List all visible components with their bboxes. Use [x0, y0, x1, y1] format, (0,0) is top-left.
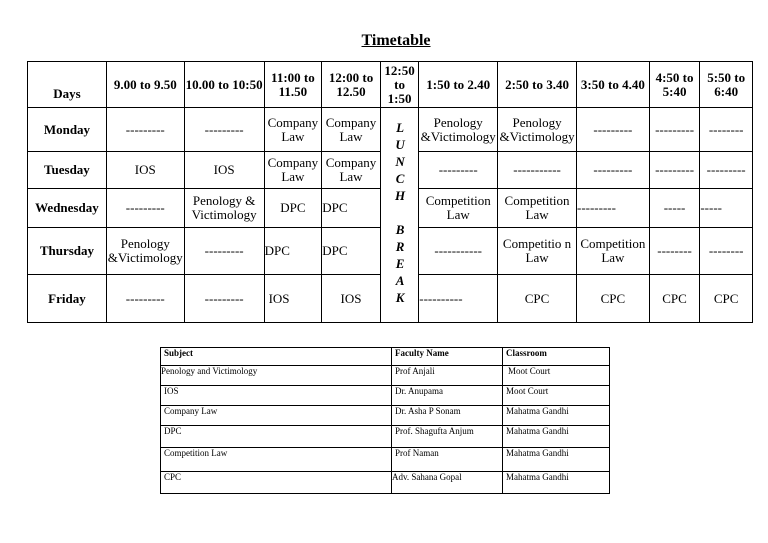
faculty-cell: Adv. Sahana Gopal — [392, 472, 503, 494]
header-slot-4: 12:00 to 12.50 — [322, 62, 381, 108]
classroom-cell: Mahatma Gandhi — [503, 426, 610, 448]
classroom-cell: Moot Court — [503, 386, 610, 406]
classroom-cell: Mahatma Gandhi — [503, 406, 610, 426]
schedule-cell: Company Law — [322, 108, 381, 152]
header-classroom: Classroom — [503, 348, 610, 366]
schedule-cell: IOS — [106, 152, 184, 189]
header-days: Days — [28, 62, 107, 108]
schedule-cell: DPC — [264, 189, 322, 228]
faculty-table — [160, 347, 610, 494]
schedule-cell: --------- — [106, 275, 184, 323]
table-row — [161, 406, 610, 426]
schedule-cell: --------- — [576, 152, 649, 189]
subject-cell: IOS — [161, 386, 392, 406]
table-row — [161, 386, 610, 406]
schedule-cell: Penology & Victimology — [184, 189, 264, 228]
schedule-cell: IOS — [322, 275, 381, 323]
day-cell: Wednesday — [28, 189, 107, 228]
schedule-cell: Competitio n Law — [498, 228, 577, 275]
schedule-cell: Competition Law — [576, 228, 649, 275]
table-row — [28, 108, 753, 152]
schedule-cell: Competition Law — [419, 189, 498, 228]
page-title: Timetable — [361, 32, 431, 49]
table-row — [161, 426, 610, 448]
header-lunch-slot: 12:50 to 1:50 — [380, 62, 418, 108]
day-cell: Thursday — [28, 228, 107, 275]
faculty-cell: Prof. Shagufta Anjum — [392, 426, 503, 448]
faculty-header-row — [161, 348, 610, 366]
header-slot-1: 9.00 to 9.50 — [106, 62, 184, 108]
schedule-cell: Company Law — [264, 152, 322, 189]
faculty-cell: Prof Naman — [392, 448, 503, 472]
header-subject: Subject — [161, 348, 392, 366]
header-slot-6: 1:50 to 2.40 — [419, 62, 498, 108]
schedule-cell: --------- — [700, 152, 753, 189]
schedule-cell: --------- — [649, 152, 700, 189]
schedule-cell: CPC — [700, 275, 753, 323]
table-row — [161, 366, 610, 386]
schedule-cell: --------- — [184, 275, 264, 323]
lunch-break-label: LUNCH BREAK — [392, 120, 408, 307]
schedule-cell: Penology &Victimology — [419, 108, 498, 152]
schedule-cell: ----- — [700, 189, 753, 228]
schedule-cell: Competition Law — [498, 189, 577, 228]
header-faculty-name: Faculty Name — [392, 348, 503, 366]
lunch-break-cell — [380, 108, 418, 323]
schedule-cell: ----- — [649, 189, 700, 228]
faculty-cell: Dr. Asha P Sonam — [392, 406, 503, 426]
header-slot-7: 2:50 to 3.40 — [498, 62, 577, 108]
day-cell: Tuesday — [28, 152, 107, 189]
header-slot-9: 4:50 to 5:40 — [649, 62, 700, 108]
schedule-cell: CPC — [649, 275, 700, 323]
subject-cell: DPC — [161, 426, 392, 448]
subject-cell: Competition Law — [161, 448, 392, 472]
faculty-cell: Dr. Anupama — [392, 386, 503, 406]
schedule-cell: DPC — [322, 228, 381, 275]
subject-cell: CPC — [161, 472, 392, 494]
schedule-cell: Penology &Victimology — [106, 228, 184, 275]
schedule-cell: ---------- — [419, 275, 498, 323]
schedule-cell: -------- — [700, 228, 753, 275]
classroom-cell: Mahatma Gandhi — [503, 472, 610, 494]
schedule-cell: DPC — [264, 228, 322, 275]
table-row — [161, 448, 610, 472]
schedule-cell: ----------- — [498, 152, 577, 189]
schedule-cell: CPC — [498, 275, 577, 323]
header-slot-2: 10.00 to 10:50 — [184, 62, 264, 108]
schedule-cell: --------- — [184, 228, 264, 275]
header-slot-10: 5:50 to 6:40 — [700, 62, 753, 108]
subject-cell: Company Law — [161, 406, 392, 426]
schedule-cell: DPC — [322, 189, 381, 228]
schedule-cell: Company Law — [264, 108, 322, 152]
schedule-cell: IOS — [184, 152, 264, 189]
day-cell: Monday — [28, 108, 107, 152]
schedule-cell: --------- — [184, 108, 264, 152]
classroom-cell: Moot Court — [503, 366, 610, 386]
schedule-cell: --------- — [106, 108, 184, 152]
schedule-cell: --------- — [576, 189, 649, 228]
table-row — [161, 472, 610, 494]
schedule-cell: CPC — [576, 275, 649, 323]
schedule-cell: --------- — [649, 108, 700, 152]
schedule-cell: Penology &Victimology — [498, 108, 577, 152]
header-slot-3: 11:00 to 11.50 — [264, 62, 322, 108]
schedule-cell: --------- — [576, 108, 649, 152]
header-slot-8: 3:50 to 4.40 — [576, 62, 649, 108]
schedule-cell: -------- — [700, 108, 753, 152]
faculty-cell: Prof Anjali — [392, 366, 503, 386]
schedule-cell: IOS — [264, 275, 322, 323]
schedule-cell: Company Law — [322, 152, 381, 189]
timetable — [27, 61, 753, 323]
schedule-cell: --------- — [106, 189, 184, 228]
day-cell: Friday — [28, 275, 107, 323]
timetable-header-row — [28, 62, 753, 108]
schedule-cell: ----------- — [419, 228, 498, 275]
classroom-cell: Mahatma Gandhi — [503, 448, 610, 472]
schedule-cell: --------- — [419, 152, 498, 189]
subject-cell: Penology and Victimology — [161, 366, 392, 386]
schedule-cell: -------- — [649, 228, 700, 275]
